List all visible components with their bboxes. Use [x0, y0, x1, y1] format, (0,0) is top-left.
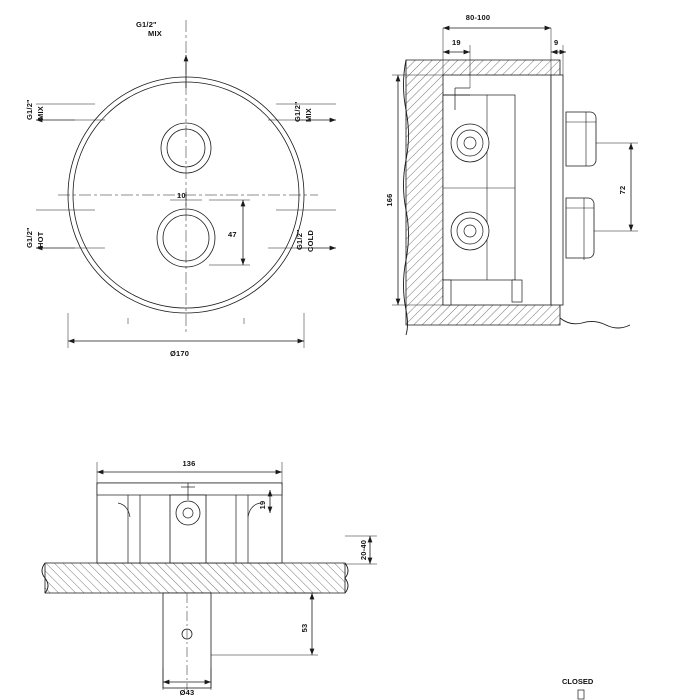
dim-2040-label: 20-40	[359, 539, 368, 561]
stub-bottom-right	[512, 280, 522, 302]
dim-136-label: 136	[182, 459, 196, 468]
dim-53-label: 53	[300, 623, 309, 633]
dim-72-label: 72	[618, 185, 627, 195]
dim-47-label: 47	[228, 230, 237, 239]
port-left-label-line2: MIX	[36, 106, 45, 120]
bottom-view	[42, 462, 377, 690]
dim-10-label: 10	[177, 191, 186, 200]
bottom-body-top-rail	[97, 483, 282, 495]
bottom-cartridge-core	[183, 508, 193, 518]
closed-note-label: CLOSED	[562, 677, 594, 686]
dim-43-label: Ø43	[179, 688, 195, 697]
section-view	[392, 28, 638, 335]
port-top-label-line1: G1/2"	[136, 20, 157, 29]
port-left-label-line1: G1/2"	[25, 99, 34, 120]
dim-9-label: 9	[554, 38, 559, 47]
port-hot-label-line2: HOT	[36, 231, 45, 248]
closed-note-symbol	[578, 690, 584, 699]
stub-bottom-left	[443, 280, 451, 305]
front-view	[36, 20, 336, 348]
wall-break-right	[560, 318, 630, 328]
port-cold-label-line1: G1/2"	[295, 229, 304, 250]
port-top-label-line2: MIX	[148, 29, 162, 38]
bottom-wall-break-r	[345, 563, 348, 593]
port-right-label-line2: MIX	[304, 108, 313, 122]
dim-166-label: 166	[385, 193, 394, 207]
knob-lower-profile	[566, 198, 594, 258]
port-hot-label-line1: G1/2"	[25, 227, 34, 248]
port-right-label-line1: G1/2"	[293, 101, 302, 122]
bottom-wall-hatch	[45, 563, 345, 593]
body-block	[443, 95, 515, 280]
dim-80100-label: 80-100	[465, 13, 491, 22]
knob-upper-profile	[566, 112, 596, 166]
dim-170-label: Ø170	[170, 349, 190, 358]
faceplate	[551, 75, 563, 305]
dim-19-label: 19	[452, 38, 461, 47]
dim-bottom-19-label: 19	[258, 500, 267, 510]
port-cold-label-line2: COLD	[306, 229, 315, 252]
